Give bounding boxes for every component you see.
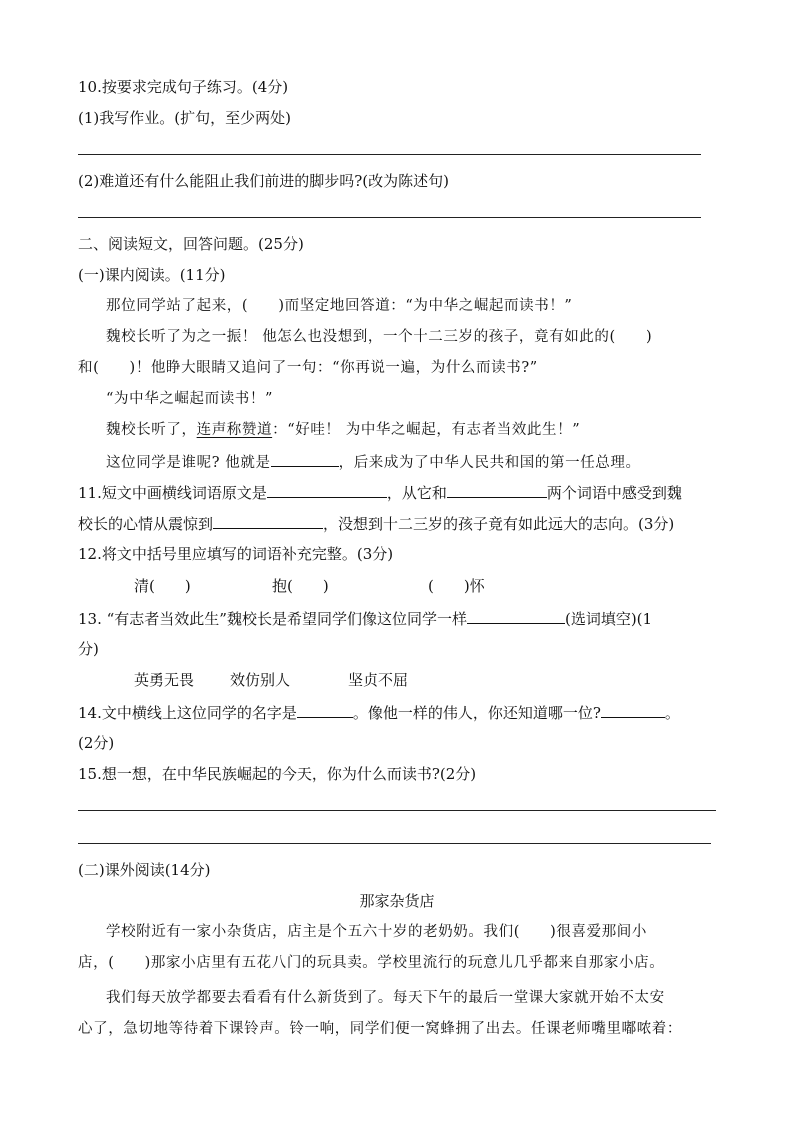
q13-blank[interactable] xyxy=(467,608,565,624)
q10-sub1: (1)我写作业。(扩句，至少两处) xyxy=(78,109,291,127)
story-p1-line2: 店，( )那家小店里有五花八门的玩具卖。学校里流行的玩意儿几乎都来自那家小店。 xyxy=(78,955,665,971)
q14-text-a: 14.文中横线上这位同学的名字是 xyxy=(78,704,297,722)
passage1-p2-line1: 魏校长听了为之一振！ 他怎么也没想到，一个十二三岁的孩子，竟有如此的( ) xyxy=(106,329,653,345)
q11-blank-3[interactable] xyxy=(213,513,323,529)
story-p1-line1: 学校附近有一家小杂货店，店主是个五六十岁的老奶奶。我们( )很喜爱那间小 xyxy=(106,924,648,940)
q11-text-e: ，没想到十二三岁的孩子竟有如此远大的志向。(3分) xyxy=(323,515,675,533)
answer-line-q15-1[interactable] xyxy=(78,810,716,811)
name-blank[interactable] xyxy=(271,451,339,467)
q11-text-d: 校长的心情从震惊到 xyxy=(78,515,214,533)
story-p2-line2: 心了，急切地等待着下课铃声。铃一响，同学们便一窝蜂拥了出去。任课老师嘴里嘟哝着： xyxy=(78,1021,682,1037)
q10-sub2: (2)难道还有什么能阻止我们前进的脚步吗?(改为陈述句) xyxy=(78,172,449,190)
passage1-p4 xyxy=(106,420,580,440)
q14-blank-1[interactable] xyxy=(297,702,353,718)
q13-text-a: 13. “有志者当效此生”魏校长是希望同学们像这位同学一样 xyxy=(78,610,467,628)
story-p2-line1: 我们每天放学都要去看看有什么新货到了。每天下午的最后一堂课大家就开始不太安 xyxy=(106,990,665,1006)
q14-line2: (2分) xyxy=(78,734,115,752)
q15-title: 15.想一想，在中华民族崛起的今天，你为什么而读书?(2分) xyxy=(78,765,477,783)
q13-option3[interactable]: 坚贞不屈 xyxy=(348,671,409,689)
q13-option2[interactable]: 效仿别人 xyxy=(230,671,291,689)
story-title: 那家杂货店 xyxy=(359,892,435,910)
q14-blank-2[interactable] xyxy=(601,702,665,718)
q11-text-a: 11.短文中画横线词语原文是 xyxy=(78,484,267,502)
q12-word1[interactable]: 清( ) xyxy=(134,577,191,595)
q11-blank-1[interactable] xyxy=(267,482,387,498)
q13-option1[interactable]: 英勇无畏 xyxy=(134,671,195,689)
answer-line-q15-2[interactable] xyxy=(78,843,711,844)
q11-line1 xyxy=(78,482,682,503)
answer-line-q10-1[interactable] xyxy=(78,154,701,155)
q13-line2: 分) xyxy=(78,640,99,658)
q12-word2[interactable]: 抱( ) xyxy=(272,577,329,595)
q13-line1 xyxy=(78,608,652,629)
p5-pre: 这位同学是谁呢? 他就是 xyxy=(106,455,271,471)
p4-pre: 魏校长听了， xyxy=(106,422,197,438)
q14-line1 xyxy=(78,702,680,723)
answer-line-q10-2[interactable] xyxy=(78,217,701,218)
q12-word3[interactable]: ( )怀 xyxy=(428,577,485,595)
part1-title: (一)课内阅读。(11分) xyxy=(78,266,226,284)
part2-title: (二)课外阅读(14分) xyxy=(78,861,211,879)
p4-post: ：“好哇！ 为中华之崛起，有志者当效此生！” xyxy=(272,422,581,438)
q14-text-b: 。像他一样的伟人，你还知道哪一位? xyxy=(352,704,601,722)
q11-text-b: ，从它和 xyxy=(386,484,447,502)
q10-title: 10.按要求完成句子练习。(4分) xyxy=(78,78,289,96)
underlined-phrase: 连声称赞道 xyxy=(196,422,273,438)
q14-text-c: 。 xyxy=(664,704,680,722)
passage1-p1: 那位同学站了起来，( )而坚定地回答道：“为中华之崛起而读书！” xyxy=(106,298,573,314)
passage1-p5 xyxy=(106,451,641,473)
passage1-p2-line2: 和( )！他睁大眼睛又追问了一句：“你再说一遍，为什么而读书?” xyxy=(78,360,538,376)
section2-title: 二、阅读短文，回答问题。(25分) xyxy=(78,235,304,253)
q12-title: 12.将文中括号里应填写的词语补充完整。(3分) xyxy=(78,545,394,563)
q13-text-b: (选词填空)(1 xyxy=(564,610,653,628)
q11-text-c: 两个词语中感受到魏 xyxy=(546,484,682,502)
q11-line2 xyxy=(78,513,674,534)
q11-blank-2[interactable] xyxy=(447,482,547,498)
passage1-p3: “为中华之崛起而读书！” xyxy=(106,391,274,407)
p5-post: ，后来成为了中华人民共和国的第一任总理。 xyxy=(338,455,641,471)
